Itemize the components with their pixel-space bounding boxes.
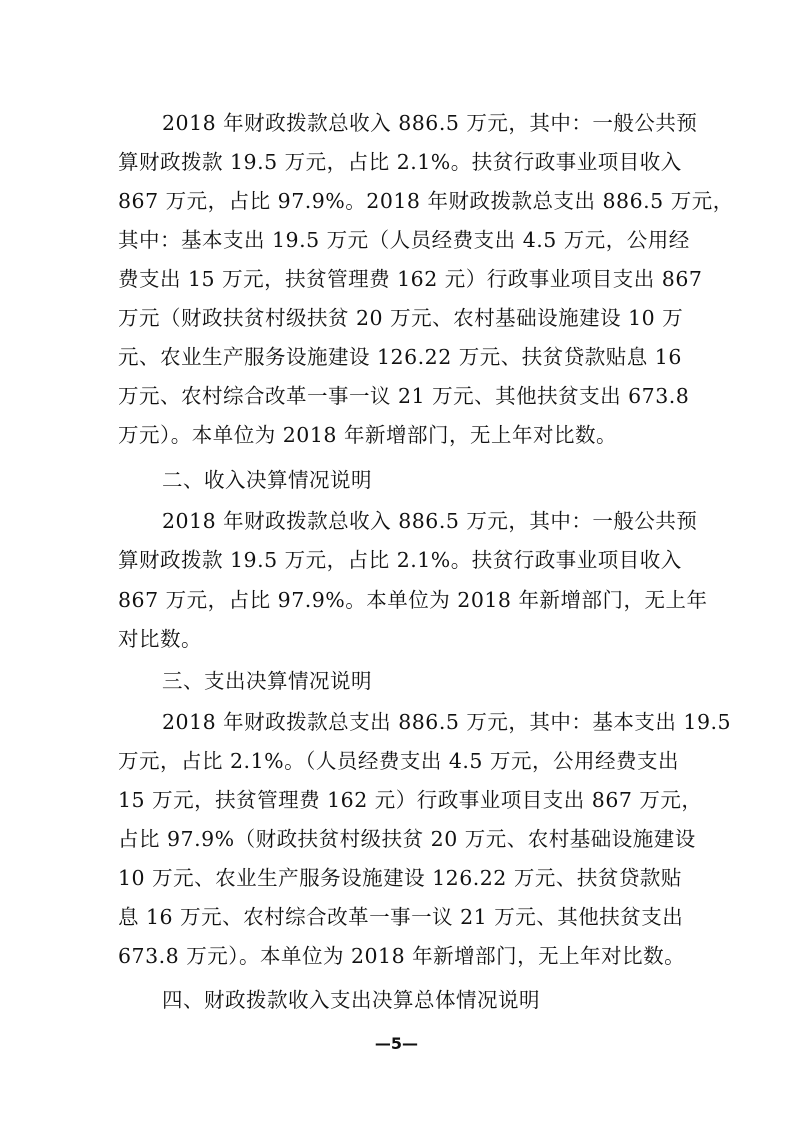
paragraph-line: 2018 年财政拨款总收入 886.5 万元，其中：一般公共预	[162, 111, 698, 135]
paragraph-line: 万元（财政扶贫村级扶贫 20 万元、农村基础设施建设 10 万	[118, 306, 684, 330]
paragraph-line: 10 万元、农业生产服务设施建设 126.22 万元、扶贫贷款贴	[118, 866, 682, 890]
paragraph-line: 867 万元，占比 97.9%。本单位为 2018 年新增部门，无上年	[118, 588, 708, 612]
paragraph-line: 万元，占比 2.1%。（人员经费支出 4.5 万元，公用经费支出	[118, 749, 679, 773]
paragraph-line: 15 万元，扶贫管理费 162 元）行政事业项目支出 867 万元，	[118, 788, 703, 812]
paragraph-line: 息 16 万元、农村综合改革一事一议 21 万元、其他扶贫支出	[118, 905, 684, 929]
paragraph-line: 其中：基本支出 19.5 万元（人员经费支出 4.5 万元，公用经	[118, 228, 690, 252]
paragraph-line: 元、农业生产服务设施建设 126.22 万元、扶贫贷款贴息 16	[118, 345, 682, 369]
paragraph-line: 万元、农村综合改革一事一议 21 万元、其他扶贫支出 673.8	[118, 384, 690, 408]
section-heading-income: 二、收入决算情况说明	[162, 468, 372, 492]
section-heading-overall: 四、财政拨款收入支出决算总体情况说明	[162, 988, 540, 1012]
paragraph-line: 占比 97.9%（财政扶贫村级扶贫 20 万元、农村基础设施建设	[118, 827, 696, 851]
page-number: —5—	[374, 1034, 419, 1053]
section-heading-expenditure: 三、支出决算情况说明	[162, 669, 372, 693]
paragraph-line: 2018 年财政拨款总收入 886.5 万元，其中：一般公共预	[162, 509, 698, 533]
paragraph-line: 费支出 15 万元，扶贫管理费 162 元）行政事业项目支出 867	[118, 267, 703, 291]
paragraph-line: 2018 年财政拨款总支出 886.5 万元，其中：基本支出 19.5	[162, 710, 732, 734]
paragraph-line: 万元）。本单位为 2018 年新增部门，无上年对比数。	[118, 423, 617, 447]
paragraph-line: 算财政拨款 19.5 万元，占比 2.1%。扶贫行政事业项目收入	[118, 150, 682, 174]
paragraph-line: 算财政拨款 19.5 万元，占比 2.1%。扶贫行政事业项目收入	[118, 548, 682, 572]
paragraph-line: 867 万元，占比 97.9%。2018 年财政拨款总支出 886.5 万元，	[118, 189, 734, 213]
paragraph-line: 对比数。	[118, 627, 202, 651]
paragraph-line: 673.8 万元）。本单位为 2018 年新增部门，无上年对比数。	[118, 944, 686, 968]
